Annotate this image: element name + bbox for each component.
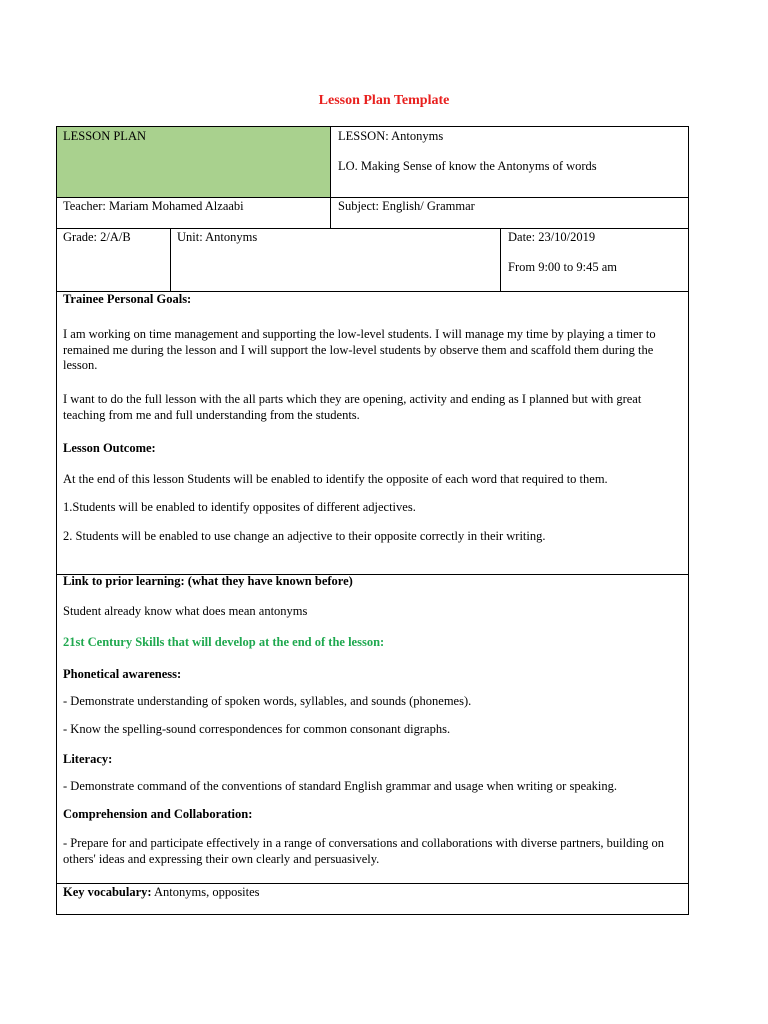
lesson-cell xyxy=(330,126,689,198)
prior-text: Student already know what does mean antonyms xyxy=(63,604,308,618)
teacher-name: Teacher: Mariam Mohamed Alzaabi xyxy=(63,199,244,213)
goals-paragraph-1: I am working on time management and supporting the low-level students. I will manage my time by playing a timer to remained me during the lesson and I will support the low-level students by observe them and scaffold them during the lesson. xyxy=(63,327,656,372)
literacy-item-1: - Demonstrate command of the conventions of standard English grammar and usage when writing or speaking. xyxy=(63,779,618,793)
grade-cell xyxy=(56,228,171,292)
phonetical-heading: Phonetical awareness: xyxy=(63,667,182,681)
prior-heading: Link to prior learning: (what they have known before) xyxy=(63,574,353,588)
goals-heading: Trainee Personal Goals: xyxy=(63,292,192,306)
learning-objective: LO. Making Sense of know the Antonyms of words xyxy=(338,159,597,173)
lesson-plan-cell xyxy=(56,126,331,198)
comprehension-item-1: - Prepare for and participate effectively in a range of conversations and collaborations with diverse partners, building on others' ideas and expressing their own clearly and persuasively. xyxy=(63,836,664,866)
lesson-name: LESSON: Antonyms xyxy=(338,129,444,143)
vocab-line xyxy=(63,885,260,900)
outcome-item-1: 1.Students will be enabled to identify opposites of different adjectives. xyxy=(63,500,416,514)
outcome-heading: Lesson Outcome: xyxy=(63,441,156,455)
date-cell xyxy=(500,228,689,292)
vocab-label: Key vocabulary: xyxy=(63,885,152,899)
unit-value: Unit: Antonyms xyxy=(177,230,258,244)
date-value: Date: 23/10/2019 xyxy=(508,230,596,244)
outcome-item-2: 2. Students will be enabled to use change an adjective to their opposite correctly in their writing. xyxy=(63,529,546,543)
document-title: Lesson Plan Template xyxy=(318,93,450,108)
literacy-heading: Literacy: xyxy=(63,752,113,766)
phonetical-item-1: - Demonstrate understanding of spoken words, syllables, and sounds (phonemes). xyxy=(63,694,472,708)
goals-paragraph-2: I want to do the full lesson with the all parts which they are opening, activity and ending as I planned but with great teaching from me and full understanding from the students. xyxy=(63,392,642,422)
vocab-section xyxy=(56,883,689,915)
phonetical-item-2: - Know the spelling-sound correspondences for common consonant digraphs. xyxy=(63,722,451,736)
unit-cell xyxy=(170,228,501,292)
comprehension-heading: Comprehension and Collaboration: xyxy=(63,807,253,821)
lesson-plan-label: LESSON PLAN xyxy=(63,129,146,143)
outcome-intro: At the end of this lesson Students will be enabled to identify the opposite of each word that required to them. xyxy=(63,472,608,486)
vocab-text: Antonyms, opposites xyxy=(151,885,260,899)
time-value: From 9:00 to 9:45 am xyxy=(508,260,618,274)
subject-cell xyxy=(330,197,689,229)
subject-name: Subject: English/ Grammar xyxy=(338,199,475,213)
teacher-cell xyxy=(56,197,331,229)
grade-value: Grade: 2/A/B xyxy=(63,230,131,244)
skills-heading: 21st Century Skills that will develop at the end of the lesson: xyxy=(63,635,385,649)
